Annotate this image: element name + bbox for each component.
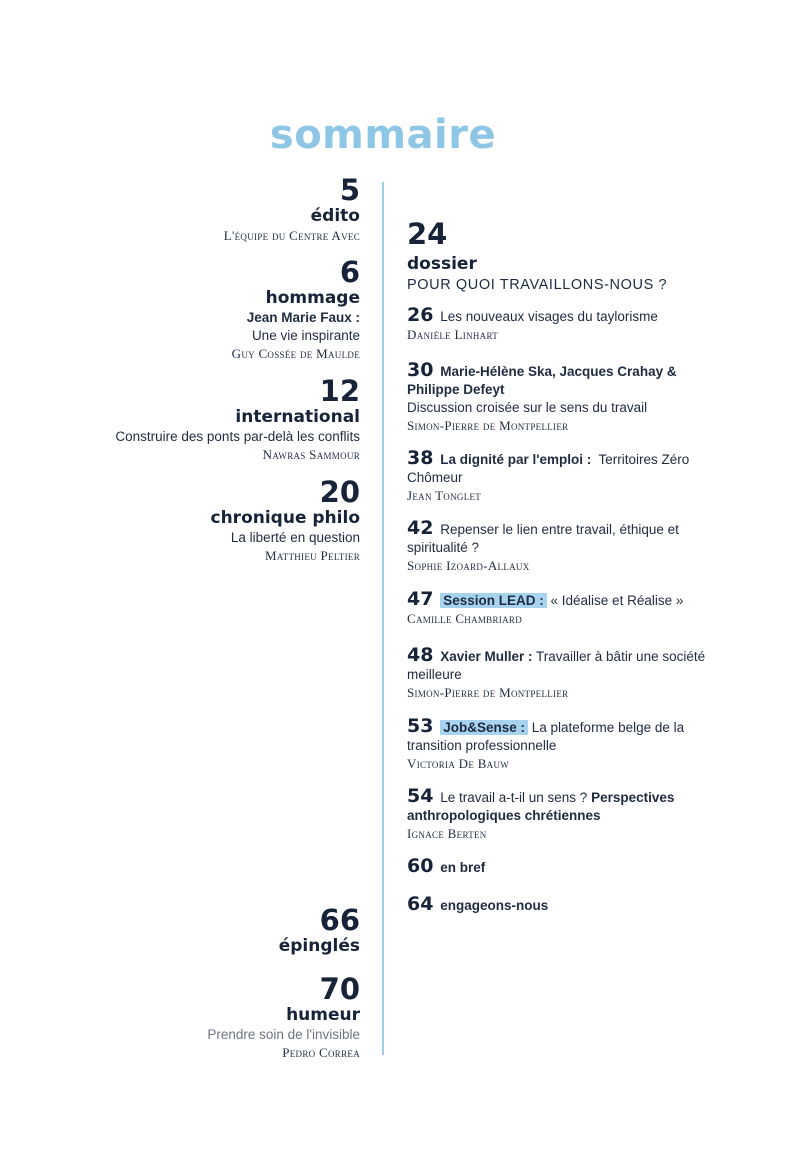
article-text: « Idéalise et Réalise » (550, 593, 684, 608)
page-number: 64 (407, 893, 434, 915)
author: Simon-Pierre de Montpellier (407, 685, 569, 700)
entry-humeur[interactable] (30, 972, 360, 1062)
subtitle: Construire des ponts par-delà les conflits (115, 429, 360, 444)
subtitle: Une vie inspirante (251, 328, 360, 343)
article-38[interactable] (407, 449, 712, 505)
entry-dossier[interactable] (407, 217, 712, 295)
page-title: sommaire (269, 112, 497, 158)
article-text: Repenser le lien entre travail, éthique et spiritualité ? (407, 522, 679, 555)
author: Jean Tonglet (407, 488, 482, 503)
page-number: 48 (407, 644, 434, 666)
subtitle: La liberté en question (230, 530, 360, 545)
page-number: 66 (319, 903, 360, 937)
author: Camille Chambriard (407, 611, 522, 626)
page-number: 5 (339, 173, 360, 207)
page-number: 30 (407, 359, 434, 381)
author: Simon-Pierre de Montpellier (407, 418, 569, 433)
page-number: 12 (319, 374, 360, 408)
article-text: Travailler à bâtir une société meilleure (407, 649, 706, 682)
page-number: 42 (407, 517, 434, 539)
section-title: épinglés (278, 936, 360, 956)
page-number: 20 (319, 475, 360, 509)
section-title: édito (310, 206, 360, 226)
author: Pedro Correa (282, 1045, 360, 1060)
article-bold: Xavier Muller : (440, 649, 533, 664)
article-bold: Marie-Hélène Ska, Jacques Crahay & Philippe Defeyt (407, 364, 677, 397)
article-text: Les nouveaux visages du taylorisme (440, 309, 658, 324)
article-42[interactable] (407, 519, 712, 575)
author: Victoria De Bauw (407, 756, 510, 771)
author: Ignace Berten (407, 826, 487, 841)
section-title: chronique philo (210, 508, 360, 528)
column-divider (382, 182, 384, 1055)
author: L'équipe du Centre Avec (223, 228, 360, 243)
highlight-label: Job&Sense : (440, 720, 528, 735)
subtitle-bold: Jean Marie Faux : (246, 310, 360, 325)
page-number: 60 (407, 855, 434, 877)
entry-en-bref[interactable] (407, 857, 712, 877)
article-text: Le travail a-t-il un sens ? (440, 790, 588, 805)
highlight-label: Session LEAD : (440, 593, 547, 608)
page-number: 47 (407, 588, 434, 610)
author: Danièle Linhart (407, 327, 499, 342)
author: Guy Cossée de Maulde (231, 346, 360, 361)
article-54[interactable] (407, 787, 712, 843)
page-number: 38 (407, 447, 434, 469)
section-title: international (235, 407, 360, 427)
page-number: 26 (407, 304, 434, 326)
subtitle: Prendre soin de l'invisible (207, 1027, 360, 1042)
article-bold: La dignité par l'emploi : (440, 452, 592, 467)
section-title: humeur (286, 1005, 360, 1025)
section-title: dossier (407, 254, 477, 274)
entry-international[interactable] (30, 374, 360, 464)
article-text: Discussion croisée sur le sens du travail (407, 400, 648, 415)
page-number: 24 (407, 217, 448, 251)
entry-hommage[interactable] (30, 255, 360, 363)
article-text: La plateforme belge de la transition professionnelle (407, 720, 685, 753)
entry-edito[interactable] (30, 173, 360, 245)
article-bold: Perspectives anthropologiques chrétiennes (407, 790, 675, 823)
article-30[interactable] (407, 361, 712, 435)
author: Nawras Sammour (262, 447, 360, 462)
page-number: 6 (339, 255, 360, 289)
dossier-subtitle: POUR QUOI TRAVAILLONS-NOUS ? (407, 277, 668, 293)
article-47[interactable] (407, 590, 712, 628)
entry-epingles[interactable] (30, 903, 360, 957)
author: Matthieu Peltier (265, 548, 360, 563)
author: Sophie Izoard-Allaux (407, 558, 530, 573)
article-53[interactable] (407, 717, 712, 773)
page-number: 53 (407, 715, 434, 737)
section-title: en bref (440, 860, 486, 875)
entry-chronique-philo[interactable] (30, 475, 360, 565)
section-title: hommage (265, 288, 360, 308)
article-48[interactable] (407, 646, 712, 702)
article-26[interactable] (407, 306, 712, 344)
section-title: engageons-nous (440, 898, 549, 913)
page-number: 70 (319, 972, 360, 1006)
article-text: Territoires Zéro Chômeur (407, 452, 690, 485)
page-number: 54 (407, 785, 434, 807)
entry-engageons-nous[interactable] (407, 895, 712, 915)
